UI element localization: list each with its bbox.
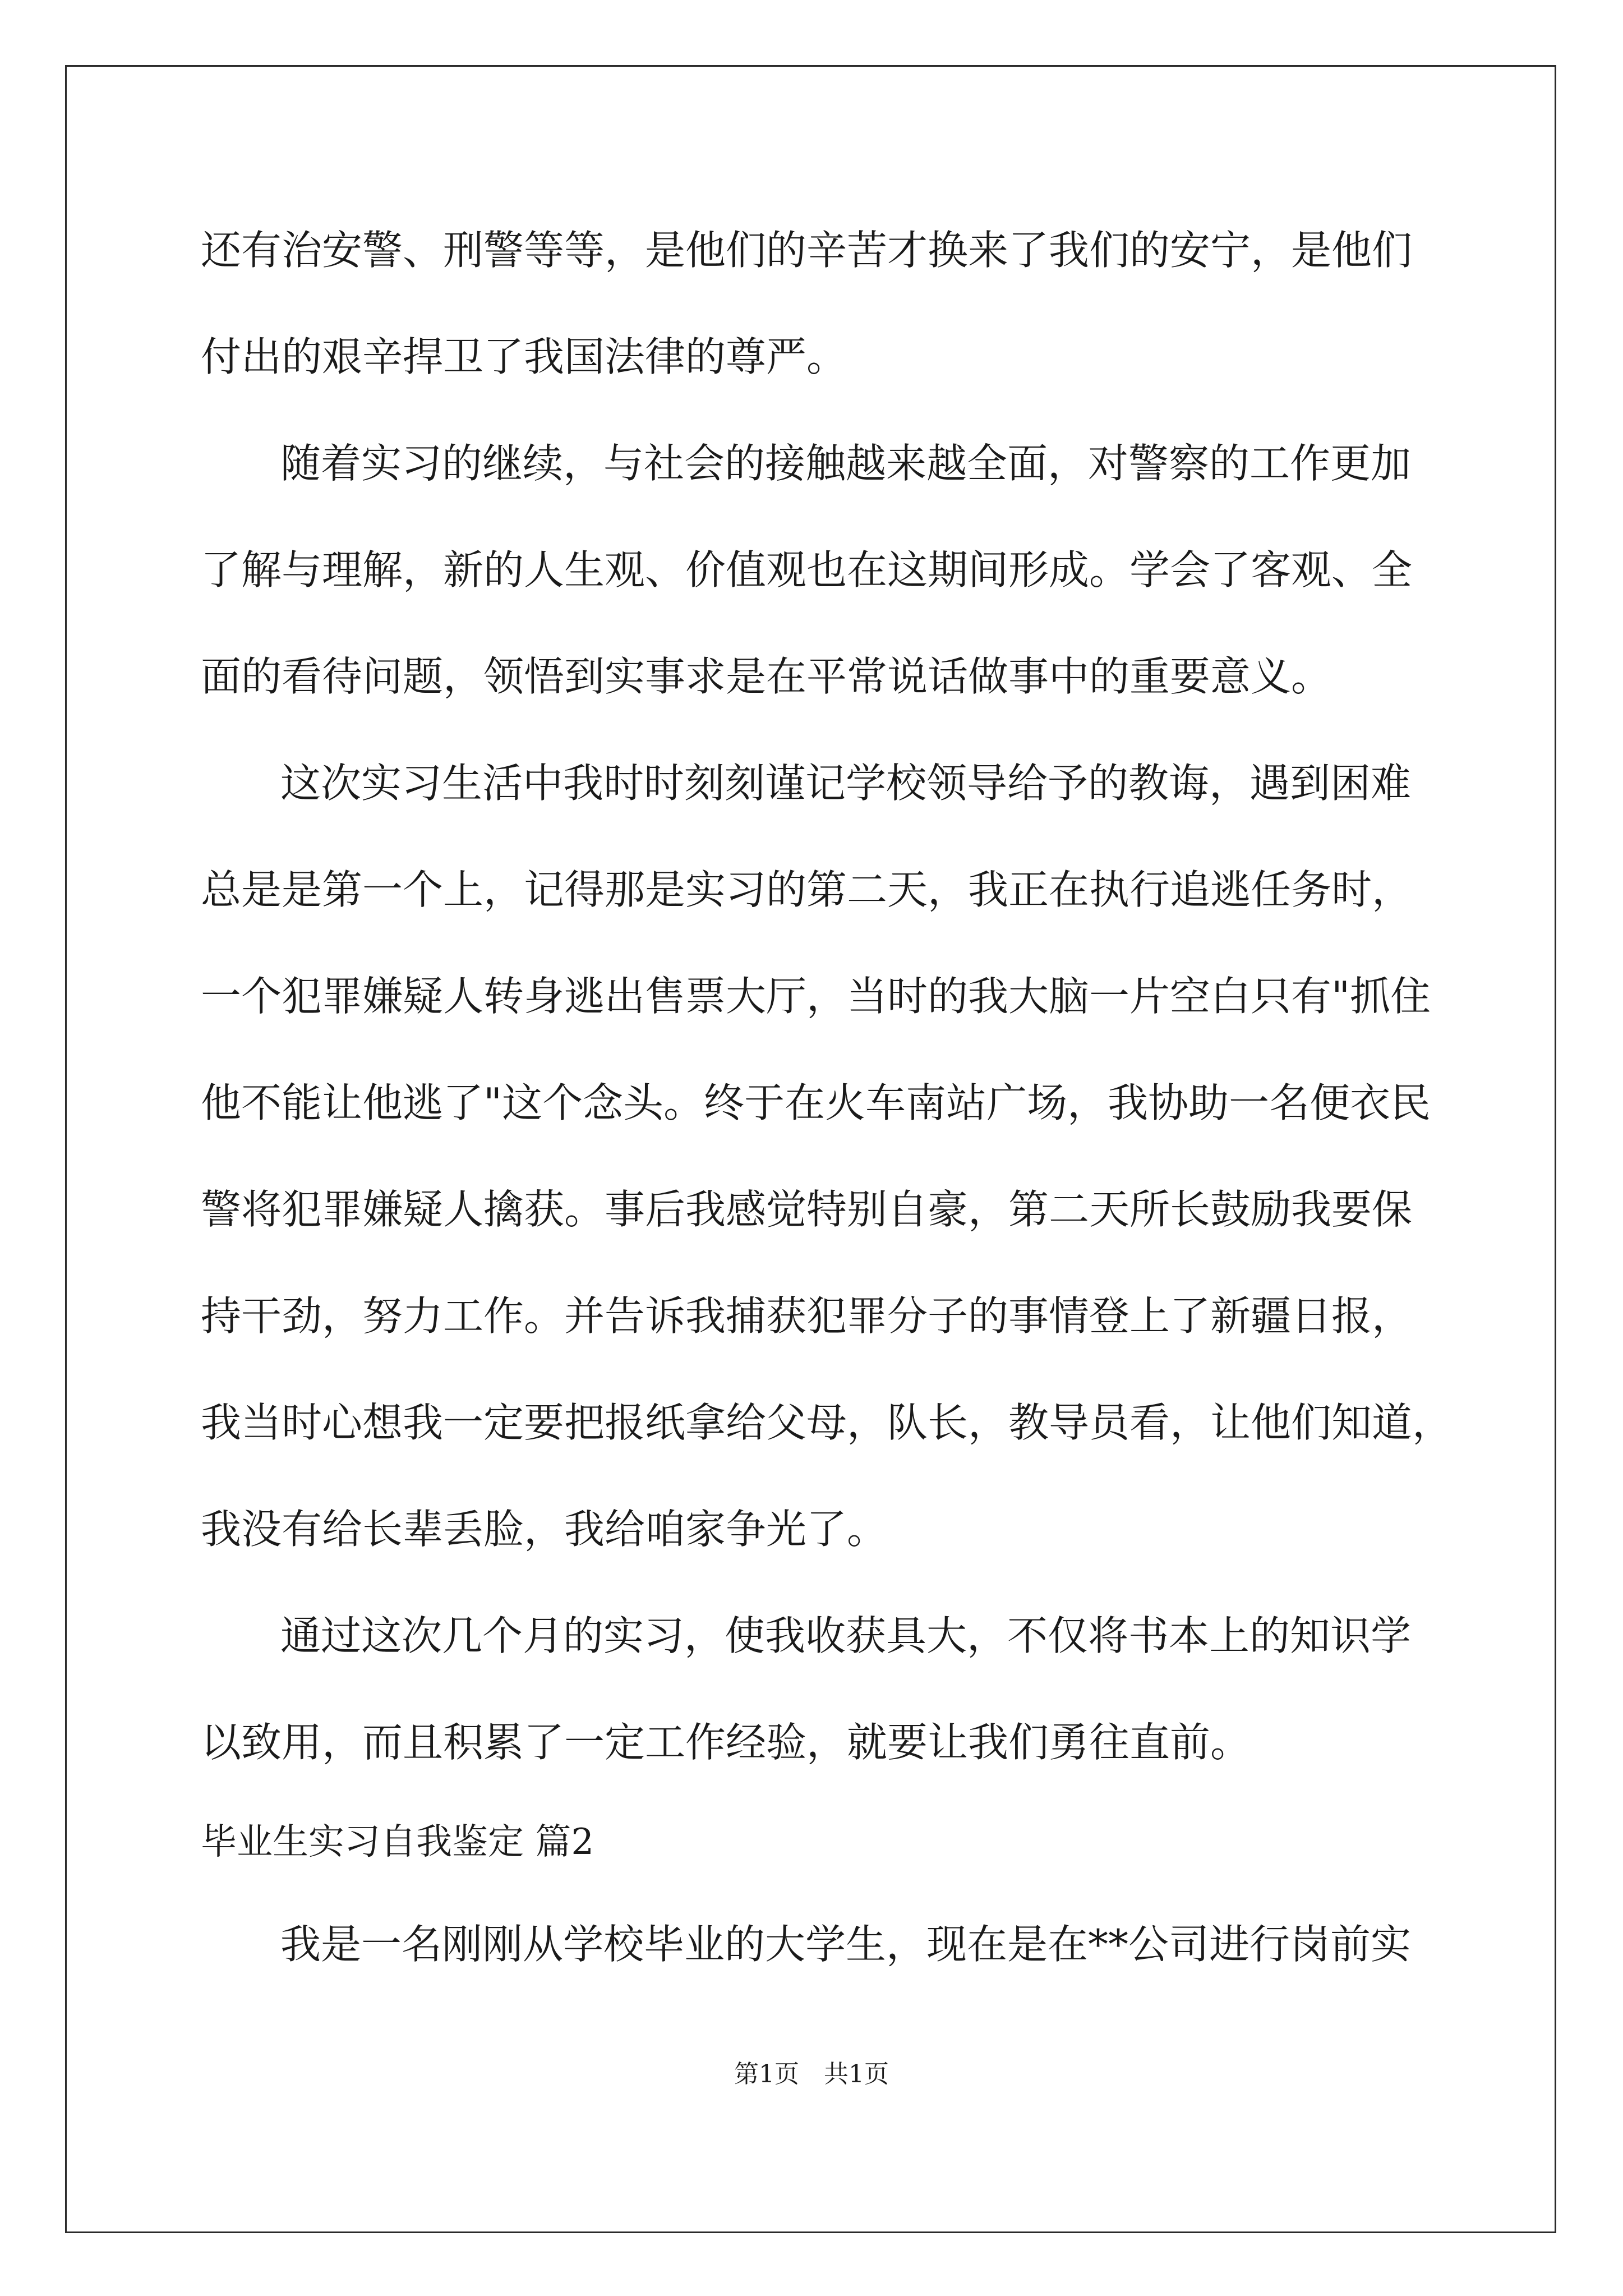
body-text-line: 他不能让他逃了"这个念头。终于在火车南站广场，我协助一名便衣民 xyxy=(201,1079,1431,1126)
body-text-line: 我当时心想我一定要把报纸拿给父母，队长，教导员看，让他们知道， xyxy=(201,1399,1453,1446)
body-text-line: 还有治安警、刑警等等，是他们的辛苦才换来了我们的安宁，是他们 xyxy=(201,227,1413,274)
body-text-line: 面的看待问题，领悟到实事求是在平常说话做事中的重要意义。 xyxy=(201,653,1332,700)
body-text-line: 付出的艰辛捍卫了我国法律的尊严。 xyxy=(201,333,847,380)
section-heading: 毕业生实习自我鉴定 篇2 xyxy=(201,1821,594,1863)
body-text-line: 持干劲，努力工作。并告诉我捕获犯罪分子的事情登上了新疆日报， xyxy=(201,1292,1413,1340)
body-text-line: 警将犯罪嫌疑人擒获。事后我感觉特别自豪，第二天所长鼓励我要保 xyxy=(201,1186,1413,1233)
body-text-line: 这次实习生活中我时时刻刻谨记学校领导给予的教诲，遇到困难 xyxy=(280,760,1412,807)
body-text-line: 随着实习的继续，与社会的接触越来越全面，对警察的工作更加 xyxy=(280,440,1412,487)
body-text-line: 一个犯罪嫌疑人转身逃出售票大厅，当时的我大脑一片空白只有"抓住 xyxy=(201,973,1431,1020)
page-footer: 第1页 共1页 xyxy=(734,2060,889,2088)
body-text-line: 通过这次几个月的实习，使我收获具大，不仅将书本上的知识学 xyxy=(280,1612,1412,1659)
body-text-line: 我没有给长辈丢脸，我给咱家争光了。 xyxy=(201,1506,888,1553)
body-text-line: 以致用，而且积累了一定工作经验，就要让我们勇往直前。 xyxy=(201,1719,1251,1766)
body-text-line: 了解与理解，新的人生观、价值观也在这期间形成。学会了客观、全 xyxy=(201,546,1413,593)
body-text-line: 我是一名刚刚从学校毕业的大学生，现在是在**公司进行岗前实 xyxy=(280,1921,1412,1968)
body-text-line: 总是是第一个上，记得那是实习的第二天，我正在执行追逃任务时， xyxy=(201,866,1413,913)
page-border xyxy=(65,65,1556,2233)
